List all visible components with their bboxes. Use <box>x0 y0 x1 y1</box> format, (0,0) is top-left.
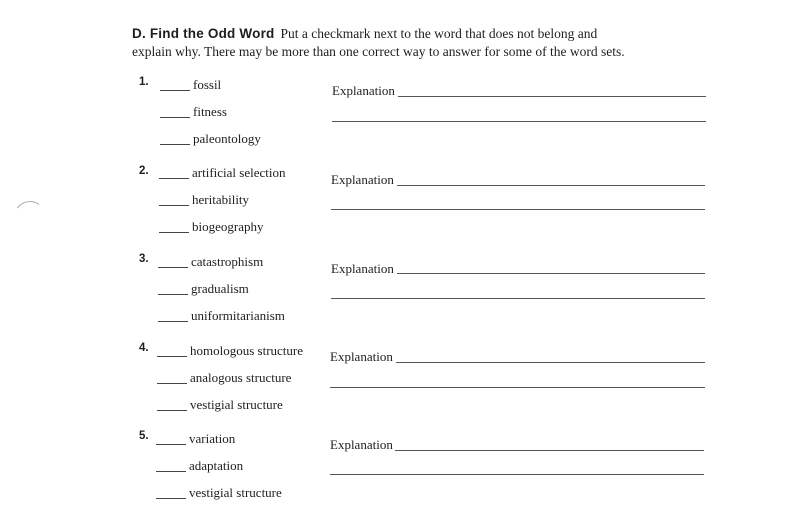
set-number: 4. <box>139 342 149 354</box>
word-label: paleontology <box>193 131 261 146</box>
explanation-line[interactable] <box>398 96 706 97</box>
explanation-line[interactable] <box>396 362 705 363</box>
explanation-line[interactable] <box>330 474 704 475</box>
word-label: biogeography <box>192 219 264 234</box>
explanation-label: Explanation <box>332 83 395 98</box>
instructions <box>132 25 772 61</box>
word-label: artificial selection <box>192 165 286 180</box>
checkmark-blank[interactable] <box>159 232 189 233</box>
word-label: homologous structure <box>190 343 304 358</box>
instructions-line-1: Put a checkmark next to the word that does not belong and <box>280 26 598 41</box>
checkmark-blank[interactable] <box>160 90 190 91</box>
explanation-line[interactable] <box>330 387 705 388</box>
checkmark-blank[interactable] <box>158 321 188 322</box>
checkmark-blank[interactable] <box>159 178 189 179</box>
explanation-label: Explanation <box>330 437 393 452</box>
word-label: vestigial structure <box>189 485 282 500</box>
explanation-line[interactable] <box>397 273 705 274</box>
explanation-line[interactable] <box>331 298 705 299</box>
checkmark-blank[interactable] <box>157 356 187 357</box>
explanation-line[interactable] <box>397 185 705 186</box>
word-label: catastrophism <box>191 254 264 269</box>
word-label: vestigial structure <box>190 397 283 412</box>
word-label: heritability <box>192 192 250 207</box>
checkmark-blank[interactable] <box>156 498 186 499</box>
checkmark-blank[interactable] <box>160 144 190 145</box>
instructions-line-2: explain why. There may be more than one correct way to answer for some of the word sets. <box>132 44 625 59</box>
checkmark-blank[interactable] <box>158 267 188 268</box>
checkmark-blank[interactable] <box>157 410 187 411</box>
checkmark-blank[interactable] <box>156 444 186 445</box>
checkmark-blank[interactable] <box>159 205 189 206</box>
set-number: 2. <box>139 165 149 177</box>
word-set-2 <box>0 165 802 255</box>
explanation-line[interactable] <box>395 450 704 451</box>
explanation-label: Explanation <box>330 349 393 364</box>
explanation-line[interactable] <box>332 121 706 122</box>
word-label: variation <box>189 431 236 446</box>
word-label: adaptation <box>189 458 244 473</box>
checkmark-blank[interactable] <box>158 294 188 295</box>
section-title: D. Find the Odd Word <box>132 26 275 41</box>
word-label: gradualism <box>191 281 249 296</box>
word-set-4 <box>0 342 802 432</box>
word-label: analogous structure <box>190 370 292 385</box>
checkmark-blank[interactable] <box>157 383 187 384</box>
word-label: uniformitarianism <box>191 308 285 323</box>
word-set-5 <box>0 430 802 520</box>
word-label: fossil <box>193 77 222 92</box>
explanation-label: Explanation <box>331 172 394 187</box>
explanation-label: Explanation <box>331 261 394 276</box>
set-number: 5. <box>139 430 149 442</box>
explanation-line[interactable] <box>331 209 705 210</box>
word-set-1 <box>0 76 802 166</box>
word-set-3 <box>0 253 802 343</box>
checkmark-blank[interactable] <box>160 117 190 118</box>
word-label: fitness <box>193 104 227 119</box>
set-number: 1. <box>139 76 149 88</box>
set-number: 3. <box>139 253 149 265</box>
checkmark-blank[interactable] <box>156 471 186 472</box>
